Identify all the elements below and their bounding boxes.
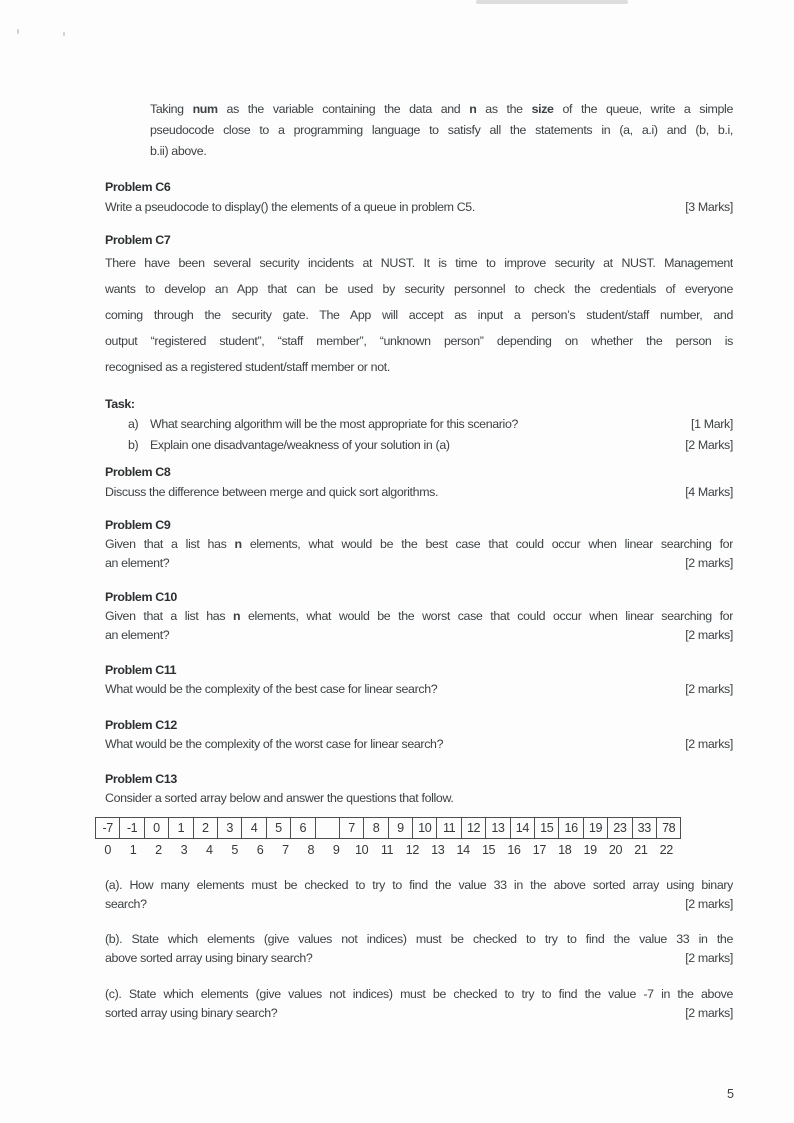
problem-c13-body: Consider a sorted array below and answer the questions that follow. xyxy=(105,791,454,805)
array-index: 10 xyxy=(354,843,369,857)
problem-c13-title: Problem C13 xyxy=(105,772,177,786)
array-index: 5 xyxy=(231,843,238,857)
problem-c7-line-2: wants to develop an App that can be used by security personnel to check the credentials of everyone xyxy=(105,282,733,296)
problem-c6-body xyxy=(105,197,733,218)
array-index: 17 xyxy=(532,843,546,857)
task-item-b-label: b) xyxy=(128,438,139,452)
array-index: 22 xyxy=(659,843,673,857)
array-cell: 0 xyxy=(144,817,169,839)
problem-c7-body xyxy=(105,250,733,380)
array-index: 0 xyxy=(104,843,111,857)
task-item-b xyxy=(105,435,733,456)
array-index: 21 xyxy=(634,843,648,857)
problem-c8-text: Discuss the difference between merge and quick sort algorithms. xyxy=(105,485,439,499)
array-cell: 9 xyxy=(388,817,413,839)
array-cell: 10 xyxy=(412,817,437,839)
array-cell: 78 xyxy=(656,817,681,839)
problem-c9-title: Problem C9 xyxy=(105,518,171,532)
array-index: 3 xyxy=(180,843,188,857)
array-index: 18 xyxy=(558,843,572,857)
problem-c10-marks: [2 marks] xyxy=(685,628,733,642)
question-a-line-2 xyxy=(105,895,733,914)
problem-c11-body xyxy=(105,680,733,699)
array-value-row xyxy=(95,817,733,839)
problem-c9-line-2 xyxy=(105,554,733,573)
problem-c9-text: an element? xyxy=(105,556,170,570)
array-cell: 11 xyxy=(436,817,461,839)
array-index-row xyxy=(95,841,733,859)
problem-c12-title: Problem C12 xyxy=(105,718,177,732)
problem-c8-marks: [4 Marks] xyxy=(685,485,733,499)
array-index: 16 xyxy=(507,843,521,857)
array-index: 19 xyxy=(583,843,597,857)
problem-c10-line-2 xyxy=(105,626,733,645)
problem-c9-marks: [2 marks] xyxy=(685,556,733,570)
array-cell: 1 xyxy=(168,817,193,839)
question-b-text: above sorted array using binary search? xyxy=(105,951,313,965)
task-item-a-marks: [1 Mark] xyxy=(691,417,733,431)
problem-c8-title: Problem C8 xyxy=(105,465,171,479)
task-item-b-marks: [2 Marks] xyxy=(685,438,733,452)
question-b-marks: [2 marks] xyxy=(685,951,733,965)
task-item-a-text: What searching algorithm will be the most appropriate for this scenario? xyxy=(150,417,519,431)
problem-c6-marks: [3 Marks] xyxy=(685,200,733,214)
problem-c8-body xyxy=(105,482,733,503)
question-c xyxy=(105,985,733,1023)
array-cell: -7 xyxy=(95,817,120,839)
array-cell: 23 xyxy=(607,817,632,839)
question-b xyxy=(105,930,733,968)
question-c-line-1: (c). State which elements (give values not indices) must be checked to try to find the value -7 in the above xyxy=(105,987,733,1001)
array-cell: 13 xyxy=(485,817,510,839)
problem-c11-text: What would be the complexity of the best case for linear search? xyxy=(105,682,438,696)
array-cell: 14 xyxy=(510,817,535,839)
page-content xyxy=(102,99,733,1023)
problem-c11-title: Problem C11 xyxy=(105,663,177,677)
task-item-a xyxy=(105,414,733,435)
array-cell: 2 xyxy=(193,817,218,839)
array-cell: 4 xyxy=(241,817,266,839)
array-index: 4 xyxy=(205,843,213,857)
array-index: 7 xyxy=(282,843,289,857)
array-cell: 5 xyxy=(266,817,291,839)
array-index: 14 xyxy=(456,843,470,857)
problem-c6-text: Write a pseudocode to display() the elements of a queue in problem C5. xyxy=(105,200,475,214)
problem-c10-title: Problem C10 xyxy=(105,590,177,604)
scan-smudge xyxy=(476,0,628,4)
array-cell: 8 xyxy=(363,817,388,839)
task-title: Task: xyxy=(105,397,135,411)
array-cell: 33 xyxy=(632,817,657,839)
task-item-a-label: a) xyxy=(128,417,139,431)
question-c-marks: [2 marks] xyxy=(685,1006,733,1020)
array-cell: 19 xyxy=(583,817,608,839)
array-cell: 7 xyxy=(339,817,364,839)
array-index: 15 xyxy=(481,843,496,857)
sorted-array-table xyxy=(95,817,733,859)
problem-c7-title: Problem C7 xyxy=(105,233,171,247)
problem-c10-line-1: Given that a list has n elements, what would be the worst case that could occur when linear searching for xyxy=(105,609,733,623)
problem-c7-line-1: There have been several security incidents at NUST. It is time to improve security at NUST. Management xyxy=(105,256,733,270)
problem-c12-body xyxy=(105,735,733,754)
question-a-marks: [2 marks] xyxy=(685,897,733,911)
question-a xyxy=(105,876,733,914)
problem-c7-line-4: output “registered student”, “staff member”, “unknown person” depending on whether the person is xyxy=(105,334,733,348)
question-b-line-1: (b). State which elements (give values not indices) must be checked to try to find the value 33 in the xyxy=(105,932,733,946)
array-index: 6 xyxy=(256,843,264,857)
problem-c12-marks: [2 marks] xyxy=(685,737,733,751)
array-index: 13 xyxy=(431,843,445,857)
page-number: 5 xyxy=(727,1087,734,1101)
problem-c9-line-1: Given that a list has n elements, what would be the best case that could occur when linear searching for xyxy=(105,537,733,551)
array-index: 2 xyxy=(155,843,162,857)
array-cell: 16 xyxy=(558,817,583,839)
array-index: 20 xyxy=(608,843,623,857)
intro-line-3: b.ii) above. xyxy=(150,144,207,158)
array-cell: 15 xyxy=(534,817,559,839)
problem-c10-text: an element? xyxy=(105,628,170,642)
array-cell: 6 xyxy=(290,817,315,839)
array-index: 12 xyxy=(405,843,419,857)
question-c-line-2 xyxy=(105,1004,733,1023)
question-b-line-2 xyxy=(105,949,733,968)
intro-paragraph xyxy=(105,99,733,162)
scan-speck xyxy=(63,32,65,36)
array-index: 8 xyxy=(307,843,315,857)
array-cell: 3 xyxy=(217,817,242,839)
question-c-text: sorted array using binary search? xyxy=(105,1006,278,1020)
problem-c7-line-3: coming through the security gate. The App will accept as input a person’s student/staff number, and xyxy=(105,308,733,322)
intro-line-1: Taking num as the variable containing the data and n as the size of the queue, write a simple xyxy=(150,102,733,116)
problem-c7-line-5: recognised as a registered student/staff member or not. xyxy=(105,360,390,374)
array-index: 1 xyxy=(129,843,137,857)
task-item-b-text: Explain one disadvantage/weakness of your solution in (a) xyxy=(150,438,450,452)
question-a-line-1: (a). How many elements must be checked to try to find the value 33 in the above sorted array using binary xyxy=(105,878,733,892)
problem-c11-marks: [2 marks] xyxy=(685,682,733,696)
problem-c12-text: What would be the complexity of the worst case for linear search? xyxy=(105,737,444,751)
array-index: 11 xyxy=(380,843,394,857)
array-cell xyxy=(315,817,340,839)
array-index: 9 xyxy=(332,843,340,857)
scan-speck xyxy=(17,29,19,34)
question-a-text: search? xyxy=(105,897,147,911)
array-cell: -1 xyxy=(119,817,144,839)
intro-line-2: pseudocode close to a programming language to satisfy all the statements in (a, a.i) and (b, b.i, xyxy=(150,123,733,137)
array-cell: 12 xyxy=(461,817,486,839)
problem-c6-title: Problem C6 xyxy=(105,180,171,194)
